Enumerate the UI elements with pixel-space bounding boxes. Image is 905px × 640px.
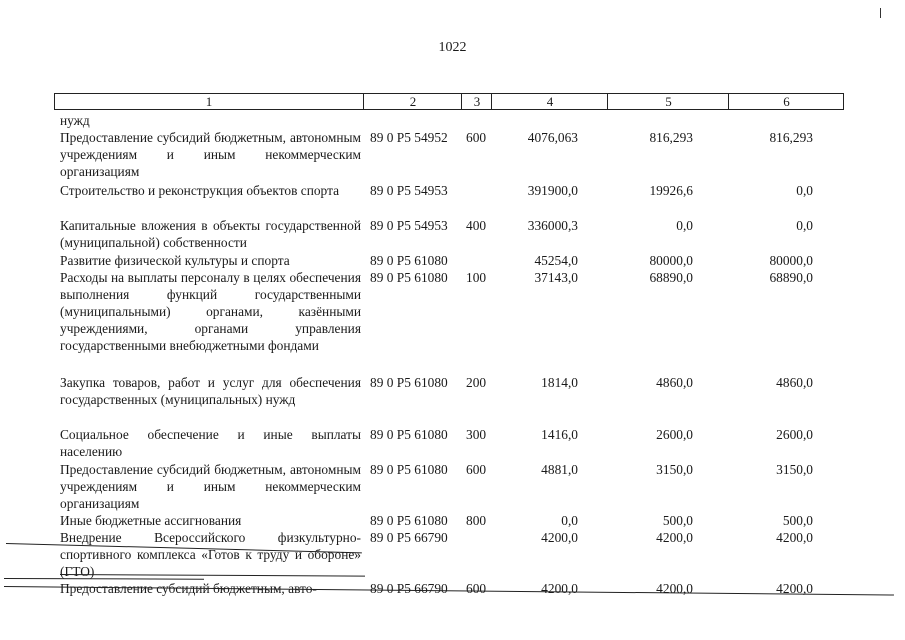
row-type: 600 <box>466 462 487 477</box>
row-value-6: 2600,0 <box>776 427 813 442</box>
row-value-6: 3150,0 <box>776 462 813 477</box>
row-code: 89 0 P5 61080 <box>370 427 448 442</box>
row-name: Расходы на выплаты персоналу в целях обеспечения выполнения функций государственными (муниципальными) органами, казёнными учреждениями, органами управления государственными внебюджетными фондами <box>60 270 361 353</box>
header-col-6: 6 <box>728 94 844 109</box>
header-col-2: 2 <box>363 94 462 109</box>
row-value-5: 80000,0 <box>649 253 693 268</box>
scan-edge-mark <box>880 8 887 18</box>
row-value-6: 500,0 <box>782 513 813 528</box>
row-value-4: 336000,3 <box>527 218 578 233</box>
row-value-5: 2600,0 <box>656 427 693 442</box>
row-code: 89 0 P5 66790 <box>370 581 448 596</box>
row-name: Предоставление субсидий бюджетным, автономным учреждениям и иным некоммерческим организациям <box>60 462 361 511</box>
row-value-5: 500,0 <box>662 513 693 528</box>
row-name: Капитальные вложения в объекты государственной (муниципальной) собственности <box>60 218 361 250</box>
row-name: Строительство и реконструкция объектов спорта <box>60 183 340 198</box>
row-value-4: 4076,063 <box>527 130 578 145</box>
row-type: 600 <box>466 130 487 145</box>
row-name: Внедрение Всероссийского физкультурно-спортивного комплекса «Готов к труду и обороне» (ГТО) <box>60 530 361 579</box>
row-code: 89 0 P5 61080 <box>370 270 448 285</box>
header-col-5: 5 <box>607 94 729 109</box>
row-value-5: 3150,0 <box>656 462 693 477</box>
header-col-3: 3 <box>461 94 492 109</box>
row-code: 89 0 P5 61080 <box>370 513 448 528</box>
row-code: 89 0 P5 61080 <box>370 462 448 477</box>
row-type: 800 <box>466 513 487 528</box>
row-name: Иные бюджетные ассигнования <box>60 513 242 528</box>
row-value-4: 1814,0 <box>541 375 578 390</box>
row-value-6: 68890,0 <box>769 270 813 285</box>
row-name: Предоставление субсидий бюджетным, авто- <box>60 581 317 596</box>
row-value-4: 0,0 <box>561 513 578 528</box>
row-type: 200 <box>466 375 487 390</box>
row-code: 89 0 P5 54953 <box>370 183 448 198</box>
row-value-6: 4200,0 <box>776 530 813 545</box>
row-code: 89 0 P5 61080 <box>370 253 448 268</box>
header-col-1: 1 <box>205 94 213 109</box>
row-value-4: 37143,0 <box>534 270 578 285</box>
row-value-5: 4200,0 <box>656 581 693 596</box>
row-value-6: 4200,0 <box>776 581 813 596</box>
row-type: 400 <box>466 218 487 233</box>
row-name: нужд <box>60 113 90 128</box>
row-code: 89 0 P5 61080 <box>370 375 448 390</box>
row-name: Социальное обеспечение и иные выплаты населению <box>60 427 361 459</box>
row-value-6: 80000,0 <box>769 253 813 268</box>
row-value-5: 68890,0 <box>649 270 693 285</box>
row-code: 89 0 P5 66790 <box>370 530 448 545</box>
header-col-4: 4 <box>491 94 608 109</box>
row-value-4: 391900,0 <box>527 183 578 198</box>
page-number: 1022 <box>438 40 467 55</box>
row-type: 100 <box>466 270 487 285</box>
row-type: 600 <box>466 581 487 596</box>
row-type: 300 <box>466 427 487 442</box>
row-value-4: 4881,0 <box>541 462 578 477</box>
row-code: 89 0 P5 54952 <box>370 130 448 145</box>
row-name: Предоставление субсидий бюджетным, автономным учреждениям и иным некоммерческим организациям <box>60 130 361 179</box>
row-value-5: 816,293 <box>649 130 693 145</box>
row-name: Развитие физической культуры и спорта <box>60 253 290 268</box>
row-value-5: 0,0 <box>676 218 693 233</box>
row-value-5: 19926,6 <box>649 183 693 198</box>
row-code: 89 0 P5 54953 <box>370 218 448 233</box>
row-value-4: 4200,0 <box>541 581 578 596</box>
row-value-4: 45254,0 <box>534 253 578 268</box>
table-header <box>54 93 844 110</box>
row-value-6: 816,293 <box>769 130 813 145</box>
row-value-5: 4200,0 <box>656 530 693 545</box>
row-value-6: 4860,0 <box>776 375 813 390</box>
row-value-4: 4200,0 <box>541 530 578 545</box>
row-value-6: 0,0 <box>796 218 813 233</box>
row-name: Закупка товаров, работ и услуг для обеспечения государственных (муниципальных) нужд <box>60 375 361 407</box>
row-value-5: 4860,0 <box>656 375 693 390</box>
row-value-4: 1416,0 <box>541 427 578 442</box>
row-value-6: 0,0 <box>796 183 813 198</box>
